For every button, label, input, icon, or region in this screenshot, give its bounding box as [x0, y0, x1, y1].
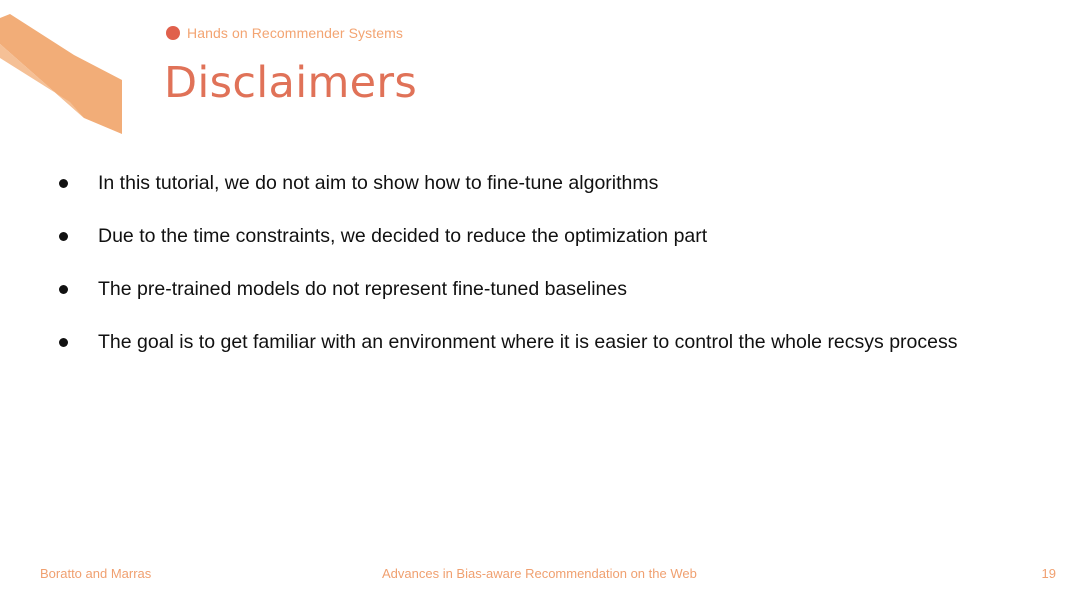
bullet-item	[56, 223, 1046, 249]
section-dot-icon	[166, 26, 180, 40]
footer-authors: Boratto and Marras	[40, 566, 152, 581]
slide-title: Disclaimers	[164, 58, 418, 108]
footer-event: Advances in Bias-aware Recommendation on the Web	[382, 566, 697, 581]
bullet-text: The pre-trained models do not represent fine-tuned baselines	[98, 277, 627, 300]
corner-decoration	[0, 0, 130, 140]
bullet-item	[56, 329, 1046, 355]
bullet-item	[56, 170, 1046, 196]
page-number: 19	[1041, 566, 1056, 581]
section-label-text: Hands on Recommender Systems	[187, 25, 403, 41]
bullet-dot-icon	[56, 285, 98, 294]
bullet-list	[56, 170, 1046, 382]
bullet-text: Due to the time constraints, we decided to reduce the optimization part	[98, 224, 708, 247]
bullet-text: In this tutorial, we do not aim to show how to fine-tune algorithms	[98, 171, 659, 194]
bullet-dot-icon	[56, 338, 98, 347]
bullet-dot-icon	[56, 232, 98, 241]
bullet-item	[56, 276, 1046, 302]
bullet-text: The goal is to get familiar with an environment where it is easier to control the whole recsys process	[98, 330, 958, 353]
bullet-dot-icon	[56, 179, 98, 188]
section-label	[166, 25, 403, 41]
